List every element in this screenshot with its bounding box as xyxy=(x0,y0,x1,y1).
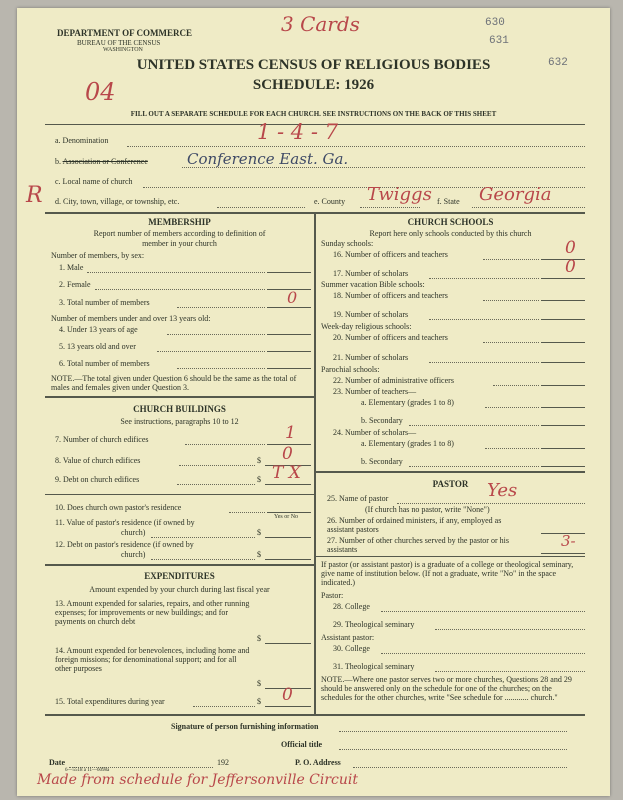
summer-schools-label: Summer vacation Bible schools: xyxy=(321,280,425,289)
pastor-sub-label: Pastor: xyxy=(321,591,344,600)
q19-scholars: 19. Number of scholars xyxy=(333,310,409,319)
q13-answer-line xyxy=(265,643,311,644)
q13-running-expenses: 13. Amount expended for salaries, repairs, and other running expenses; for improvements or new buildings; and for payments on church debt xyxy=(55,599,250,626)
value-edifices-value: 0 xyxy=(282,444,293,464)
q3-dots xyxy=(177,307,265,308)
q10-residence: 10. Does church own pastor's residence xyxy=(55,503,182,512)
q28-college: 28. College xyxy=(333,602,370,611)
city-label-field: d. City, town, village, or township, etc. xyxy=(55,197,180,206)
form-instruction: FILL OUT A SEPARATE SCHEDULE FOR EACH CHURCH. SEE INSTRUCTIONS ON THE BACK OF THIS SHEET xyxy=(130,110,497,118)
q24a-elementary: a. Elementary (grades 1 to 8) xyxy=(361,439,454,448)
q24b-dots xyxy=(409,466,539,467)
q7-dots xyxy=(185,444,265,445)
q23a-answer-line xyxy=(541,407,585,408)
city-line xyxy=(217,207,305,208)
local-name-label: c. Local name of church xyxy=(55,177,133,186)
official-title-label: Official title xyxy=(281,740,323,749)
q9-dollar: $ xyxy=(257,475,261,484)
expenditures-intro: Amount expended by your church during last fiscal year xyxy=(89,585,270,594)
weekday-schools-label: Week-day religious schools: xyxy=(321,322,412,331)
total-members-value: 0 xyxy=(287,288,298,307)
q10-dots xyxy=(229,512,265,513)
expenditures-rule xyxy=(45,564,314,566)
q22-admin-officers: 22. Number of administrative officers xyxy=(333,376,454,385)
r-mark: R xyxy=(26,183,43,208)
q24b-secondary: b. Secondary xyxy=(361,457,403,466)
q23-teachers: 23. Number of teachers— xyxy=(333,387,417,396)
q20-officers: 20. Number of officers and teachers xyxy=(333,333,448,342)
q12-church: church) xyxy=(121,550,146,559)
buildings-rule xyxy=(45,396,314,398)
denomination-value: 1 - 4 - 7 xyxy=(257,120,338,144)
schools-intro: Report here only schools conducted by this church xyxy=(369,229,532,238)
state-label: f. State xyxy=(437,197,460,206)
q27-other-churches: 27. Number of other churches served by the pastor or his assistants xyxy=(327,536,509,554)
state-line xyxy=(472,207,585,208)
total-expenditures-value: 0 xyxy=(282,685,293,705)
q11-answer-line xyxy=(265,537,311,538)
buildings-heading: CHURCH BUILDINGS xyxy=(133,404,226,414)
form-title: UNITED STATES CENSUS OF RELIGIOUS BODIES xyxy=(136,57,491,73)
members-by-sex-label: Number of members, by sex: xyxy=(51,251,145,260)
state-value: Georgia xyxy=(479,184,552,205)
buildings-intro: See instructions, paragraphs 10 to 12 xyxy=(120,417,239,426)
signature-line xyxy=(339,731,567,732)
handwritten-number: 04 xyxy=(85,78,116,106)
graduate-note: If pastor (or assistant pastor) is a graduate of a college or theological seminary, give name of institution below. (If not a graduate, write "No" in the space indicated.) xyxy=(321,560,574,587)
membership-intro-1: Report number of members according to definition of xyxy=(93,229,266,238)
official-title-line xyxy=(339,749,567,750)
county-line xyxy=(360,207,420,208)
q31-seminary: 31. Theological seminary xyxy=(333,662,415,671)
footer-handwritten-note: Made from schedule for Jeffersonville Circuit xyxy=(37,772,359,788)
footer-rule xyxy=(45,714,585,716)
under-over-label: Number of members under and over 13 years old: xyxy=(51,314,211,323)
q2-dots xyxy=(95,289,265,290)
pastor-note: NOTE.—Where one pastor serves two or more churches, Questions 28 and 29 should be answered only on the schedule for one of the churches; on the schedules for the other churches, write "See schedule for ............ church." xyxy=(321,675,572,702)
city-label: WASHINGTON xyxy=(103,47,143,53)
q26-assistant-ministers: 26. Number of ordained ministers, if any, employed as assistant pastors xyxy=(327,516,502,534)
q30-dots xyxy=(381,653,585,654)
q14-dollar: $ xyxy=(257,679,261,688)
q23b-answer-line xyxy=(541,425,585,426)
q15-dots xyxy=(193,706,255,707)
q22-dots xyxy=(493,385,539,386)
po-address-line xyxy=(353,767,567,768)
denomination-line xyxy=(127,146,585,147)
po-address-label: P. O. Address xyxy=(295,758,341,767)
q3-answer-line xyxy=(267,307,311,308)
stamp-number-1: 630 xyxy=(485,17,505,29)
q6-answer-line xyxy=(267,368,311,369)
column-divider xyxy=(314,212,316,714)
q20-answer-line xyxy=(541,342,585,343)
schedule-sheet xyxy=(17,8,610,796)
q15-dollar: $ xyxy=(257,697,261,706)
q4-dots xyxy=(167,334,265,335)
membership-intro-2: member in your church xyxy=(142,239,217,248)
q18-answer-line xyxy=(541,300,585,301)
q9-answer-line xyxy=(265,484,311,485)
q11-dots xyxy=(151,537,255,538)
stamp-number-2: 631 xyxy=(489,35,509,47)
q23a-elementary: a. Elementary (grades 1 to 8) xyxy=(361,398,454,407)
q19-answer-line xyxy=(541,319,585,320)
q17-scholars: 17. Number of scholars xyxy=(333,269,409,278)
q1-male: 1. Male xyxy=(59,263,84,272)
q27-answer-line xyxy=(541,553,585,554)
year-label: 192 xyxy=(217,758,229,767)
q4-under-13: 4. Under 13 years of age xyxy=(59,325,138,334)
q21-answer-line xyxy=(541,362,585,363)
q12-answer-line xyxy=(265,559,311,560)
department-label: DEPARTMENT OF COMMERCE xyxy=(57,28,193,38)
q1-dots xyxy=(87,272,265,273)
conference-value: Conference East. Ga. xyxy=(187,150,349,168)
q14-benevolences: 14. Amount expended for benevolences, including home and foreign missions; for denominational support; and for all other purposes xyxy=(55,646,250,673)
q19-dots xyxy=(429,319,539,320)
county-value: Twiggs xyxy=(367,184,432,205)
q18-dots xyxy=(483,300,539,301)
county-label: e. County xyxy=(314,197,346,206)
q30-college: 30. College xyxy=(333,644,370,653)
other-churches-value: 3- xyxy=(561,532,576,550)
q18-officers: 18. Number of officers and teachers xyxy=(333,291,448,300)
scholars-sunday-value: 0 xyxy=(565,257,576,277)
form-subtitle: SCHEDULE: 1926 xyxy=(252,77,375,93)
q25-dots xyxy=(397,503,585,504)
q29-seminary: 29. Theological seminary xyxy=(333,620,415,629)
q5-dots xyxy=(157,351,265,352)
q2-female: 2. Female xyxy=(59,280,91,289)
pastor-rule xyxy=(316,471,585,473)
officers-sunday-value: 0 xyxy=(565,238,576,258)
q5-over-13: 5. 13 years old and over xyxy=(59,342,136,351)
q8-value-edifices: 8. Value of church edifices xyxy=(55,456,141,465)
pastor-heading: PASTOR xyxy=(432,479,469,489)
q15-total-expenditures: 15. Total expenditures during year xyxy=(55,697,165,706)
assistant-pastor-label: Assistant pastor: xyxy=(321,633,375,642)
q11-dollar: $ xyxy=(257,528,261,537)
q4-answer-line xyxy=(267,334,311,335)
graduate-rule xyxy=(316,556,585,557)
denomination-label: a. Denomination xyxy=(55,136,109,145)
pastor-name-value: Yes xyxy=(487,480,518,501)
q24a-answer-line xyxy=(541,448,585,449)
q5-answer-line xyxy=(267,351,311,352)
q22-answer-line xyxy=(541,385,585,386)
q29-dots xyxy=(435,629,585,630)
q21-dots xyxy=(429,362,539,363)
yes-no-hint: Yes or No xyxy=(274,514,299,520)
q8-dots xyxy=(179,465,255,466)
stamp-number-3: 632 xyxy=(548,57,568,69)
q11-value-residence: 11. Value of pastor's residence (if owned by xyxy=(55,518,195,527)
q17-dots xyxy=(429,278,539,279)
conference-struck-text: Association or Conference xyxy=(62,157,148,166)
q6-dots xyxy=(177,368,265,369)
expenditures-heading: EXPENDITURES xyxy=(144,571,215,581)
q28-dots xyxy=(381,611,585,612)
q21-scholars: 21. Number of scholars xyxy=(333,353,409,362)
q20-dots xyxy=(483,342,539,343)
q12-dollar: $ xyxy=(257,550,261,559)
q24-scholars: 24. Number of scholars— xyxy=(333,428,417,437)
q15-answer-line xyxy=(265,706,311,707)
q16-dots xyxy=(483,259,539,260)
q6-total: 6. Total number of members xyxy=(59,359,150,368)
q10-answer-line xyxy=(267,512,311,513)
debt-edifices-value: T X xyxy=(272,463,301,483)
date-label: Date xyxy=(49,758,65,767)
membership-note: NOTE.—The total given under Question 6 should be the same as the total of males and females given under Question 3. xyxy=(51,374,297,392)
schools-heading: CHURCH SCHOOLS xyxy=(407,217,494,227)
q9-debt-edifices: 9. Debt on church edifices xyxy=(55,475,140,484)
q12-dots xyxy=(151,559,255,560)
q25-pastor-name: 25. Name of pastor xyxy=(327,494,389,503)
q24a-dots xyxy=(485,448,539,449)
q1-answer-line xyxy=(267,272,311,273)
membership-heading: MEMBERSHIP xyxy=(148,217,211,227)
residence-rule xyxy=(45,494,314,495)
q24b-answer-line xyxy=(541,466,585,467)
q23b-dots xyxy=(409,425,539,426)
q25-note: (If church has no pastor, write "None") xyxy=(365,505,490,514)
signature-label: Signature of person furnishing information xyxy=(171,722,319,731)
bureau-label: BUREAU OF THE CENSUS xyxy=(77,39,161,47)
cards-note: 3 Cards xyxy=(281,12,360,36)
q23b-secondary: b. Secondary xyxy=(361,416,403,425)
q11-church: church) xyxy=(121,528,146,537)
q17-answer-line xyxy=(541,278,585,279)
conference-label xyxy=(55,157,148,166)
q7-edifices: 7. Number of church edifices xyxy=(55,435,149,444)
q16-answer-line xyxy=(541,259,585,260)
q31-dots xyxy=(435,671,585,672)
edifices-value: 1 xyxy=(285,423,296,443)
q13-dollar: $ xyxy=(257,634,261,643)
conference-prefix: b. xyxy=(55,157,61,166)
q23a-dots xyxy=(485,407,539,408)
q3-total: 3. Total number of members xyxy=(59,298,150,307)
parochial-schools-label: Parochial schools: xyxy=(321,365,380,374)
q12-debt-residence: 12. Debt on pastor's residence (if owned by xyxy=(55,540,194,549)
q16-officers: 16. Number of officers and teachers xyxy=(333,250,448,259)
sunday-schools-label: Sunday schools: xyxy=(321,239,374,248)
q8-dollar: $ xyxy=(257,456,261,465)
form-number: 6—5518 a 11—6098a xyxy=(65,768,110,773)
q9-dots xyxy=(177,484,255,485)
